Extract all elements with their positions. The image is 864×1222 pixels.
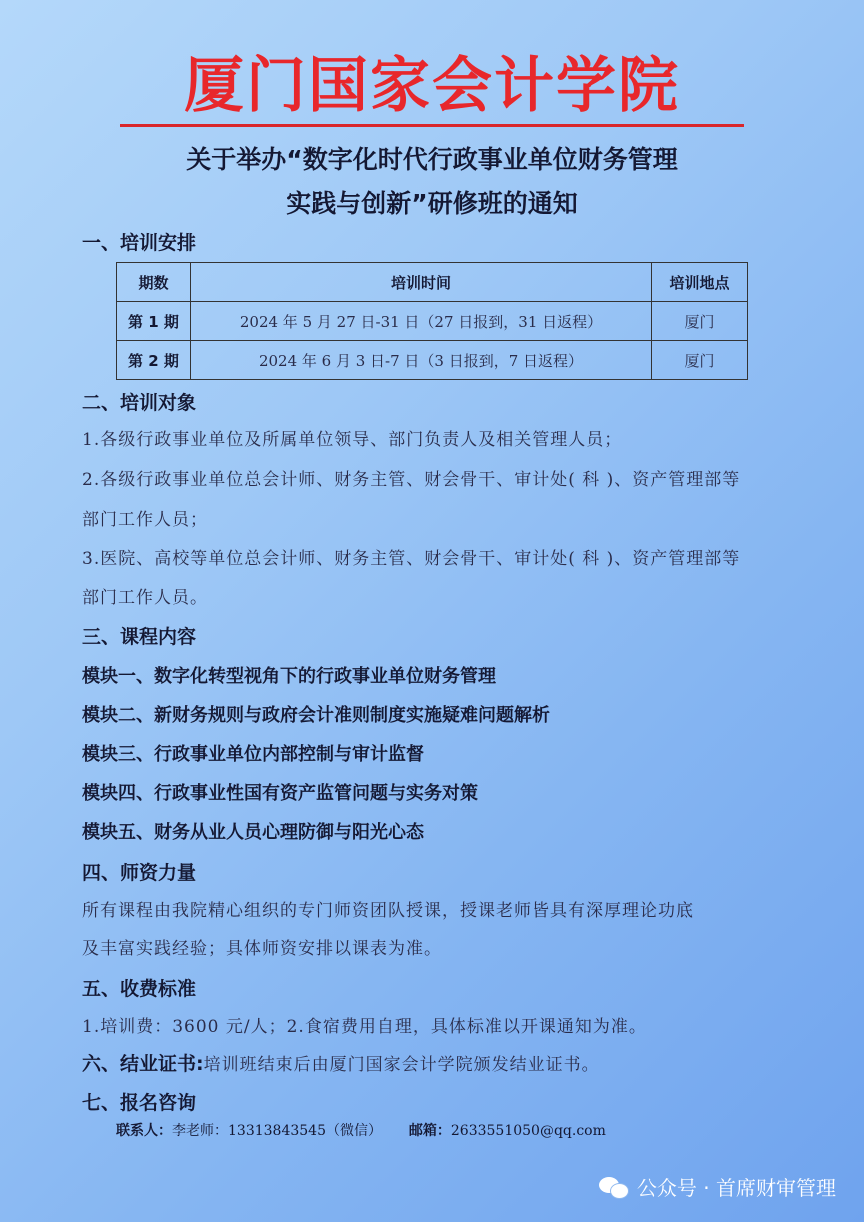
notice-title-line2: 实践与创新”研修班的通知 [286, 189, 578, 218]
notice-title-line1: 关于举办“数字化时代行政事业单位财务管理 [186, 145, 678, 174]
header-time: 培训时间 [190, 263, 651, 302]
schedule-header-row [117, 263, 748, 302]
row-period: 第 1 期 [117, 302, 191, 341]
header-place: 培训地点 [652, 263, 748, 302]
certificate-text: 培训班结束后由厦门国家会计学院颁发结业证书。 [203, 1055, 600, 1075]
module-item: 模块一、数字化转型视角下的行政事业单位财务管理 [82, 666, 496, 687]
module-item: 模块三、行政事业单位内部控制与审计监督 [82, 744, 424, 765]
institute-name: 厦门国家会计学院 [184, 51, 680, 121]
module-item: 模块四、行政事业性国有资产监管问题与实务对策 [82, 783, 478, 804]
faculty-line2: 及丰富实践经验；具体师资安排以课表为准。 [82, 939, 442, 959]
section-training-arrangement: 一、培训安排 [82, 232, 197, 254]
audience-item-2-line1: 2.各级行政事业单位总会计师、财务主管、财会骨干、审计处( 科 )、资产管理部等 [82, 470, 741, 490]
contact-info [116, 1120, 606, 1140]
section-registration: 七、报名咨询 [82, 1092, 197, 1114]
email-value: 2633551050@qq.com [450, 1123, 606, 1139]
watermark-text: 公众号 · 首席财审管理 [636, 1176, 836, 1200]
section-course-content: 三、课程内容 [82, 626, 197, 648]
audience-item-2-line2: 部门工作人员； [82, 510, 208, 530]
row-place: 厦门 [652, 302, 748, 341]
header-period: 期数 [117, 263, 191, 302]
email-label: 邮箱： [408, 1123, 451, 1139]
certificate-row [82, 1050, 600, 1077]
faculty-line1: 所有课程由我院精心组织的专门师资团队授课，授课老师皆具有深厚理论功底 [82, 901, 694, 921]
section-fees: 五、收费标准 [82, 978, 197, 1000]
row-period: 第 2 期 [117, 341, 191, 380]
contact-person-label: 联系人： [116, 1123, 172, 1139]
schedule-table [116, 262, 748, 380]
row-time: 2024 年 6 月 3 日-7 日（3 日报到，7 日返程） [190, 341, 651, 380]
section-certificate: 六、结业证书: [82, 1053, 204, 1075]
section-faculty: 四、师资力量 [82, 862, 197, 884]
module-item: 模块二、新财务规则与政府会计准则制度实施疑难问题解析 [82, 705, 550, 726]
row-place: 厦门 [652, 341, 748, 380]
row-time: 2024 年 5 月 27 日-31 日（27 日报到，31 日返程） [190, 302, 651, 341]
table-row [117, 341, 748, 380]
wechat-icon [599, 1175, 629, 1199]
section-audience: 二、培训对象 [82, 392, 197, 414]
contact-person: 李老师：13313843545（微信） [172, 1123, 382, 1139]
audience-item-3-line2: 部门工作人员。 [82, 588, 208, 608]
fees-text: 1.培训费：3600 元/人；2.食宿费用自理，具体标准以开课通知为准。 [82, 1017, 647, 1037]
audience-item-3-line1: 3.医院、高校等单位总会计师、财务主管、财会骨干、审计处( 科 )、资产管理部等 [82, 549, 741, 569]
module-item: 模块五、财务从业人员心理防御与阳光心态 [82, 822, 424, 843]
audience-item-1: 1.各级行政事业单位及所属单位领导、部门负责人及相关管理人员； [82, 430, 623, 450]
watermark [599, 1172, 836, 1201]
table-row [117, 302, 748, 341]
header-divider [120, 124, 744, 127]
